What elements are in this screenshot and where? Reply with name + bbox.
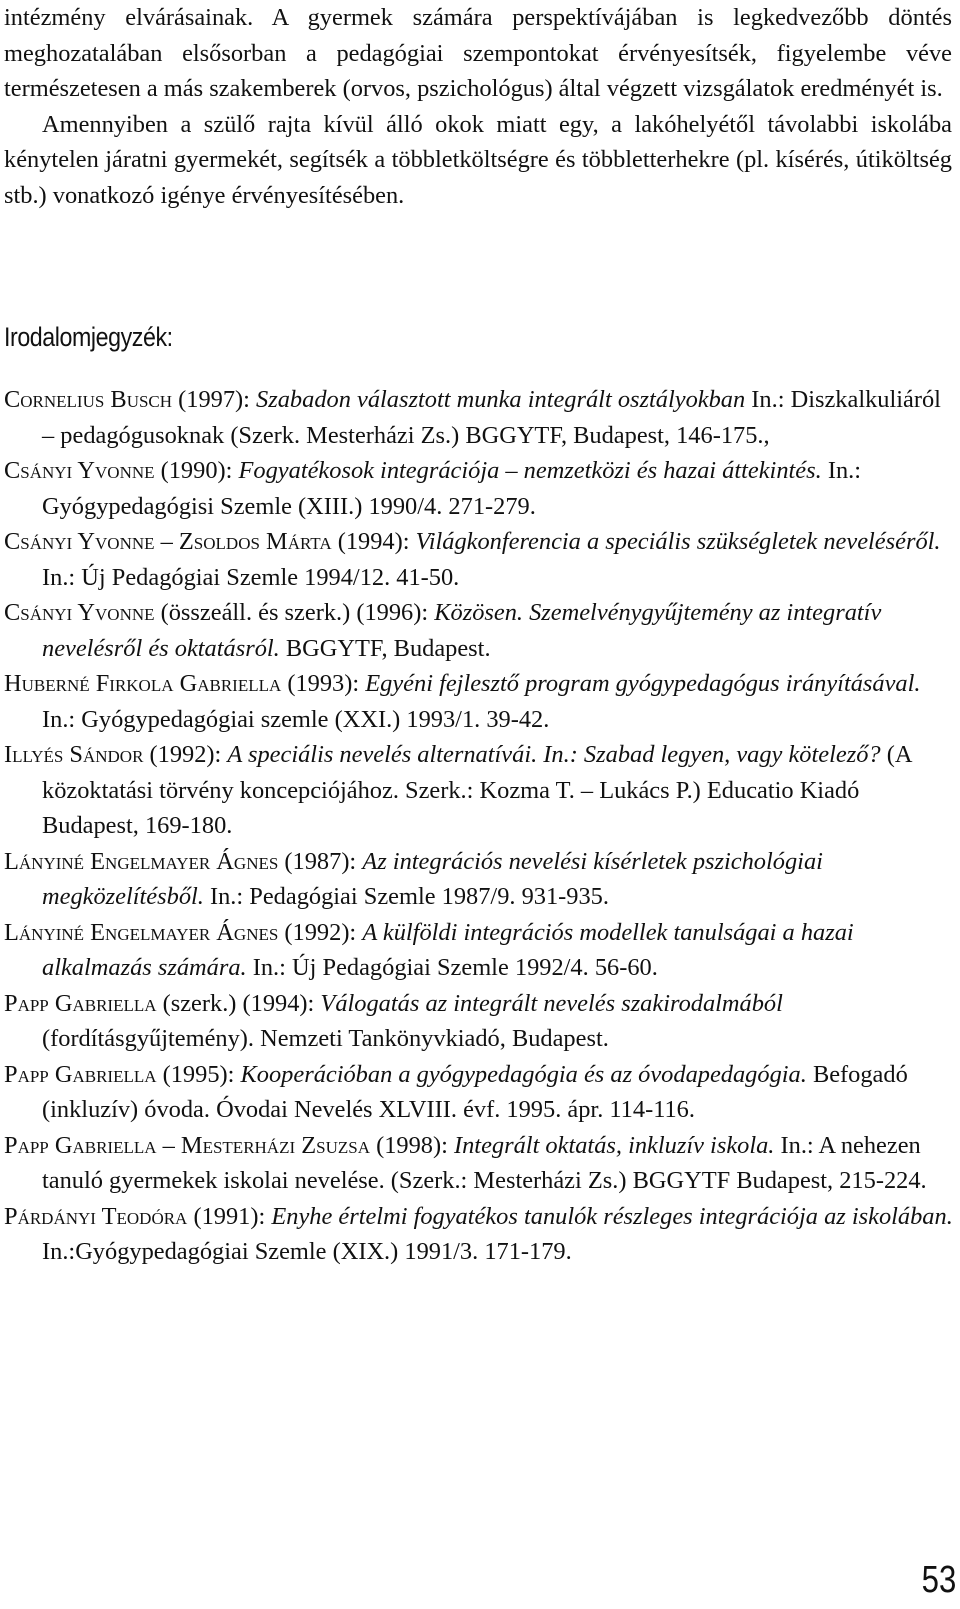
entry-year: (1990): <box>154 457 239 484</box>
page-number: 53 <box>921 1559 956 1601</box>
bibliography-entry <box>4 737 954 844</box>
entry-year: (1998): <box>369 1131 454 1159</box>
entry-details: In.: A nehezen tanuló gyermekek iskolai nevelése. (Szerk.: Mesterházi Zs.) BGGYTF Budapest, 215-224. <box>42 1131 927 1194</box>
entry-author: Illyés Sándor <box>4 741 144 768</box>
entry-author: Papp Gabriella <box>4 1060 157 1088</box>
entry-details: In.: Pedagógiai Szemle 1987/9. 931-935. <box>203 883 609 910</box>
entry-title: Az integrációs nevelési kísérletek pszichológiai megközelítésből. <box>42 847 823 910</box>
entry-author: Párdányi Teodóra <box>4 1202 188 1230</box>
entry-title: A külföldi integrációs modellek tanulságai a hazai alkalmazás számára. <box>42 918 854 981</box>
entry-author: Huberné Firkola Gabriella <box>4 670 282 697</box>
entry-author: Lányiné Engelmayer Ágnes <box>4 847 279 875</box>
entry-title: Integrált oktatás, inkluzív iskola. <box>453 1131 775 1159</box>
entry-author: Papp Gabriella <box>4 989 157 1017</box>
entry-title: Szabadon választott munka integrált osztályokban <box>256 386 746 413</box>
entry-year: (1992): <box>278 918 363 946</box>
entry-year: (1987): <box>278 847 363 875</box>
entry-title: A speciális nevelés alternatívái. In.: Szabad legyen, vagy kötelező? <box>227 741 881 768</box>
body-text <box>4 0 952 213</box>
bibliography-entry <box>4 915 954 986</box>
bibliography-entry <box>4 524 954 595</box>
bibliography-entry <box>4 844 954 915</box>
bibliography-entry <box>4 986 954 1057</box>
entry-author: Csányi Yvonne <box>4 457 155 484</box>
bibliography-entry <box>4 382 954 453</box>
paragraph: Amennyiben a szülő rajta kívül álló okok miatt egy, a lakóhelyétől távolabbi iskolába kénytelen járatni gyermekét, segítsék a többletköltségre és többletterhekre (pl. kísérés, útiköltség stb.) vonatkozó igénye érvényesítésében. <box>4 110 952 209</box>
bibliography-entry <box>4 453 954 524</box>
entry-year: (1995): <box>156 1060 241 1088</box>
entry-author: Cornelius Busch <box>4 386 173 413</box>
entry-year: (szerk.) (1994): <box>156 989 321 1017</box>
entry-details: (A közoktatási törvény koncepciójához. Szerk.: Kozma T. – Lukács P.) Educatio Kiadó Budapest, 169-180. <box>42 741 912 839</box>
entry-title: Egyéni fejlesztő program gyógypedagógus irányításával. <box>365 670 921 697</box>
entry-details: In.: Diszkalkuliáról – pedagógusoknak (Szerk. Mesterházi Zs.) BGGYTF, Budapest, 146-175., <box>42 386 941 449</box>
entry-details: In.: Gyógypedagógisi Szemle (XIII.) 1990/4. 271-279. <box>42 457 862 520</box>
entry-title: Fogyatékosok integrációja – nemzetközi és hazai áttekintés. <box>238 457 822 484</box>
entry-year: (1992): <box>143 741 228 768</box>
entry-year: (1994): <box>331 528 416 555</box>
entry-author: Csányi Yvonne – Zsoldos Márta <box>4 528 332 555</box>
bibliography-entry <box>4 1199 954 1270</box>
entry-year: (1997): <box>172 386 257 413</box>
entry-year: (1991): <box>187 1202 272 1230</box>
paragraph: intézmény elvárásainak. A gyermek számára perspektívájában is legkedvezőbb döntés meghozatalában elsősorban a pedagógiai szempontokat érvényesítsék, figyelembe véve természetesen a más szakemberek (orvos, pszichológus) által végzett vizsgálatok eredményét is. <box>4 4 952 102</box>
bibliography-entry <box>4 666 954 737</box>
entry-details: In.: Gyógypedagógiai szemle (XXI.) 1993/1. 39-42. <box>42 705 550 733</box>
entry-details: Befogadó (inkluzív) óvoda. Óvodai Nevelés XLVIII. évf. 1995. ápr. 114-116. <box>42 1060 908 1123</box>
entry-title: Közösen. Szemelvénygyűjtemény az integratív nevelésről és oktatásról. <box>42 599 882 662</box>
entry-year: (1993): <box>281 670 366 697</box>
entry-details: In.:Gyógypedagógiai Szemle (XIX.) 1991/3. 171-179. <box>42 1238 572 1265</box>
entry-year: (összeáll. és szerk.) (1996): <box>154 599 435 626</box>
entry-title: Enyhe értelmi fogyatékos tanulók részleges integrációja az iskolában. <box>271 1202 953 1230</box>
entry-author: Lányiné Engelmayer Ágnes <box>4 918 279 946</box>
entry-title: Kooperációban a gyógypedagógia és az óvodapedagógia. <box>240 1060 807 1088</box>
entry-author: Csányi Yvonne <box>4 599 155 626</box>
bibliography-heading: Irodalomjegyzék: <box>4 322 173 352</box>
bibliography-entry <box>4 1128 954 1199</box>
entry-details: In.: Új Pedagógiai Szemle 1994/12. 41-50. <box>42 563 460 591</box>
bibliography-entry <box>4 595 954 666</box>
entry-details: In.: Új Pedagógiai Szemle 1992/4. 56-60. <box>246 954 658 981</box>
entry-title: Válogatás az integrált nevelés szakirodalmából <box>320 989 783 1017</box>
bibliography-entry <box>4 1057 954 1128</box>
entry-details: (fordításgyűjtemény). Nemzeti Tankönyvkiadó, Budapest. <box>42 1025 609 1052</box>
entry-details: BGGYTF, Budapest. <box>279 634 491 662</box>
bibliography-list <box>4 382 954 1270</box>
entry-author: Papp Gabriella – Mesterházi Zsuzsa <box>4 1131 370 1159</box>
entry-title: Világkonferencia a speciális szükségletek neveléséről. <box>415 528 941 555</box>
